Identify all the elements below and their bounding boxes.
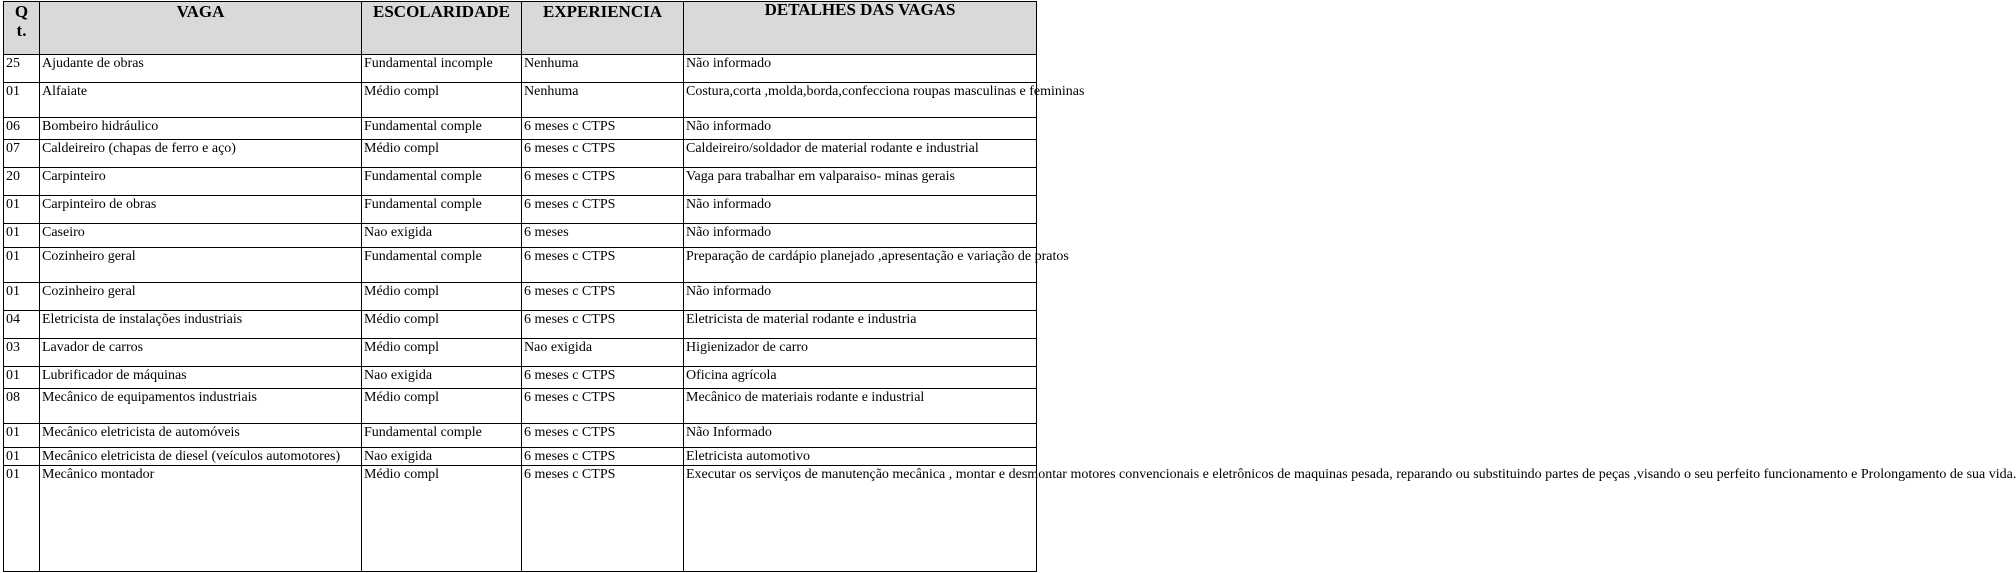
- cell-experiencia: 6 meses c CTPS: [522, 118, 684, 140]
- table-row: [4, 248, 1037, 283]
- header-detalhes: DETALHES DAS VAGAS: [684, 2, 1037, 55]
- cell-vaga: Mecânico eletricista de diesel (veículos automotores): [40, 448, 362, 466]
- cell-qt: 20: [4, 168, 40, 196]
- cell-qt: 01: [4, 83, 40, 118]
- cell-experiencia: Nao exigida: [522, 339, 684, 367]
- table-row: [4, 367, 1037, 389]
- cell-experiencia: 6 meses c CTPS: [522, 367, 684, 389]
- cell-escolaridade: Nao exigida: [362, 448, 522, 466]
- cell-qt: 01: [4, 424, 40, 448]
- cell-vaga: Mecânico eletricista de automóveis: [40, 424, 362, 448]
- table-row: [4, 311, 1037, 339]
- table-row: [4, 389, 1037, 424]
- header-escolaridade: ESCOLARIDADE: [362, 2, 522, 55]
- cell-detalhes: Não informado: [684, 196, 1037, 224]
- cell-detalhes: Oficina agrícola: [684, 367, 1037, 389]
- cell-experiencia: 6 meses c CTPS: [522, 311, 684, 339]
- header-qt-line1: Q: [14, 2, 29, 21]
- cell-vaga: Mecânico de equipamentos industriais: [40, 389, 362, 424]
- cell-escolaridade: Médio compl: [362, 83, 522, 118]
- table-row: [4, 83, 1037, 118]
- cell-experiencia: Nenhuma: [522, 83, 684, 118]
- cell-detalhes: Eletricista de material rodante e industria: [684, 311, 1037, 339]
- cell-detalhes: Não Informado: [684, 424, 1037, 448]
- cell-escolaridade: Médio compl: [362, 466, 522, 572]
- cell-vaga: Carpinteiro de obras: [40, 196, 362, 224]
- cell-escolaridade: Médio compl: [362, 311, 522, 339]
- cell-escolaridade: Médio compl: [362, 339, 522, 367]
- table-row: [4, 424, 1037, 448]
- cell-vaga: Caseiro: [40, 224, 362, 248]
- job-openings-table: [3, 0, 2016, 572]
- cell-experiencia: 6 meses c CTPS: [522, 448, 684, 466]
- cell-experiencia: 6 meses c CTPS: [522, 248, 684, 283]
- cell-vaga: Bombeiro hidráulico: [40, 118, 362, 140]
- cell-detalhes: Preparação de cardápio planejado ,apresentação e variação de pratos: [684, 248, 1037, 283]
- cell-detalhes: Não informado: [684, 224, 1037, 248]
- cell-vaga: Mecânico montador: [40, 466, 362, 572]
- cell-vaga: Cozinheiro geral: [40, 283, 362, 311]
- cell-detalhes: Higienizador de carro: [684, 339, 1037, 367]
- cell-escolaridade: Fundamental comple: [362, 248, 522, 283]
- cell-escolaridade: Médio compl: [362, 140, 522, 168]
- cell-qt: 01: [4, 367, 40, 389]
- cell-escolaridade: Fundamental incomple: [362, 55, 522, 83]
- cell-experiencia: 6 meses c CTPS: [522, 424, 684, 448]
- cell-detalhes: Caldeireiro/soldador de material rodante e industrial: [684, 140, 1037, 168]
- cell-detalhes: Não informado: [684, 283, 1037, 311]
- cell-qt: 03: [4, 339, 40, 367]
- table-row: [4, 118, 1037, 140]
- cell-escolaridade: Fundamental comple: [362, 196, 522, 224]
- cell-qt: 01: [4, 466, 40, 572]
- table-row: [4, 448, 1037, 466]
- cell-qt: 08: [4, 389, 40, 424]
- cell-vaga: Lavador de carros: [40, 339, 362, 367]
- cell-experiencia: 6 meses c CTPS: [522, 168, 684, 196]
- table-row: [4, 466, 1037, 572]
- cell-vaga: Carpinteiro: [40, 168, 362, 196]
- cell-qt: 07: [4, 140, 40, 168]
- cell-detalhes: Não informado: [684, 55, 1037, 83]
- cell-vaga: Eletricista de instalações industriais: [40, 311, 362, 339]
- cell-detalhes: Costura,corta ,molda,borda,confecciona roupas masculinas e femininas: [684, 83, 1037, 118]
- header-vaga: VAGA: [40, 2, 362, 55]
- cell-vaga: Ajudante de obras: [40, 55, 362, 83]
- header-qt-line2: t.: [16, 21, 27, 40]
- table-row: [4, 224, 1037, 248]
- cell-detalhes: Mecânico de materiais rodante e industrial: [684, 389, 1037, 424]
- cell-escolaridade: Fundamental comple: [362, 168, 522, 196]
- cell-experiencia: Nenhuma: [522, 55, 684, 83]
- cell-detalhes: Não informado: [684, 118, 1037, 140]
- cell-experiencia: 6 meses c CTPS: [522, 196, 684, 224]
- table-row: [4, 140, 1037, 168]
- cell-detalhes: Executar os serviços de manutenção mecânica , montar e desmontar motores convencionais e eletrônicos de maquinas pesada, reparando ou substituindo partes de peças ,visando o seu perfeito funcionamento e Prolongamento de sua vida.: [684, 466, 1037, 572]
- cell-escolaridade: Fundamental comple: [362, 424, 522, 448]
- cell-experiencia: 6 meses: [522, 224, 684, 248]
- table-row: [4, 196, 1037, 224]
- header-experiencia: EXPERIENCIA: [522, 2, 684, 55]
- cell-experiencia: 6 meses c CTPS: [522, 283, 684, 311]
- cell-escolaridade: Nao exigida: [362, 224, 522, 248]
- table-row: [4, 339, 1037, 367]
- cell-detalhes: Eletricista automotivo: [684, 448, 1037, 466]
- table-row: [4, 55, 1037, 83]
- cell-qt: 25: [4, 55, 40, 83]
- header-qt: [4, 2, 40, 55]
- cell-qt: 01: [4, 196, 40, 224]
- table-row: [4, 168, 1037, 196]
- cell-qt: 01: [4, 248, 40, 283]
- cell-experiencia: 6 meses c CTPS: [522, 389, 684, 424]
- cell-qt: 06: [4, 118, 40, 140]
- cell-vaga: Caldeireiro (chapas de ferro e aço): [40, 140, 362, 168]
- cell-qt: 04: [4, 311, 40, 339]
- cell-detalhes: Vaga para trabalhar em valparaiso- minas gerais: [684, 168, 1037, 196]
- cell-escolaridade: Fundamental comple: [362, 118, 522, 140]
- cell-escolaridade: Nao exigida: [362, 367, 522, 389]
- cell-vaga: Alfaiate: [40, 83, 362, 118]
- cell-vaga: Cozinheiro geral: [40, 248, 362, 283]
- cell-experiencia: 6 meses c CTPS: [522, 466, 684, 572]
- cell-qt: 01: [4, 224, 40, 248]
- cell-escolaridade: Médio compl: [362, 283, 522, 311]
- cell-qt: 01: [4, 283, 40, 311]
- table-row: [4, 283, 1037, 311]
- cell-qt: 01: [4, 448, 40, 466]
- cell-vaga: Lubrificador de máquinas: [40, 367, 362, 389]
- cell-escolaridade: Médio compl: [362, 389, 522, 424]
- cell-experiencia: 6 meses c CTPS: [522, 140, 684, 168]
- header-row: [4, 2, 1037, 55]
